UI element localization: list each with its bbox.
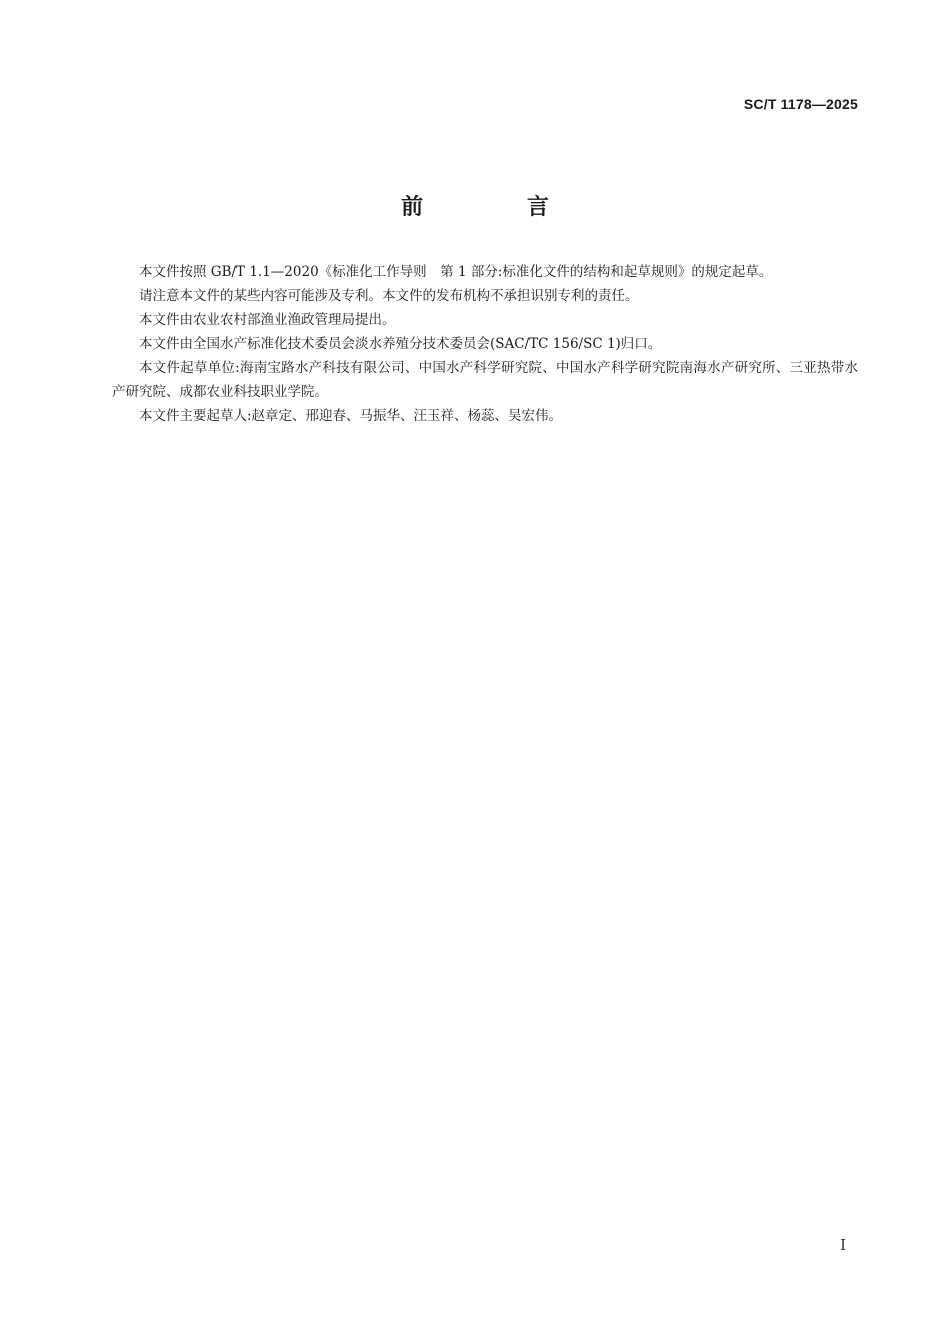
paragraph-under-jurisdiction: 本文件由全国水产标准化技术委员会淡水养殖分技术委员会(SAC/TC 156/SC 1)归口。 (139, 336, 662, 352)
page-number: I (840, 1236, 846, 1254)
paragraph-patent-notice: 请注意本文件的某些内容可能涉及专利。本文件的发布机构不承担识别专利的责任。 (139, 288, 639, 304)
paragraph-main-drafters: 本文件主要起草人:赵章定、邢迎春、马振华、汪玉祥、杨蕊、吴宏伟。 (139, 408, 563, 424)
paragraph-drafting-units: 本文件起草单位:海南宝路水产科技有限公司、中国水产科学研究院、中国水产科学研究院南海水产研究所、三亚热带水产研究院、成都农业科技职业学院。 (112, 360, 858, 400)
page-title: 前 言 (401, 195, 597, 220)
standard-code: SC/T 1178—2025 (743, 96, 858, 112)
paragraph-proposed-by: 本文件由农业农村部渔业渔政管理局提出。 (139, 312, 396, 328)
foreword-body (112, 260, 858, 428)
paragraph-drafting-rules: 本文件按照 GB/T 1.1—2020《标准化工作导则 第 1 部分:标准化文件的结构和起草规则》的规定起草。 (139, 264, 773, 280)
